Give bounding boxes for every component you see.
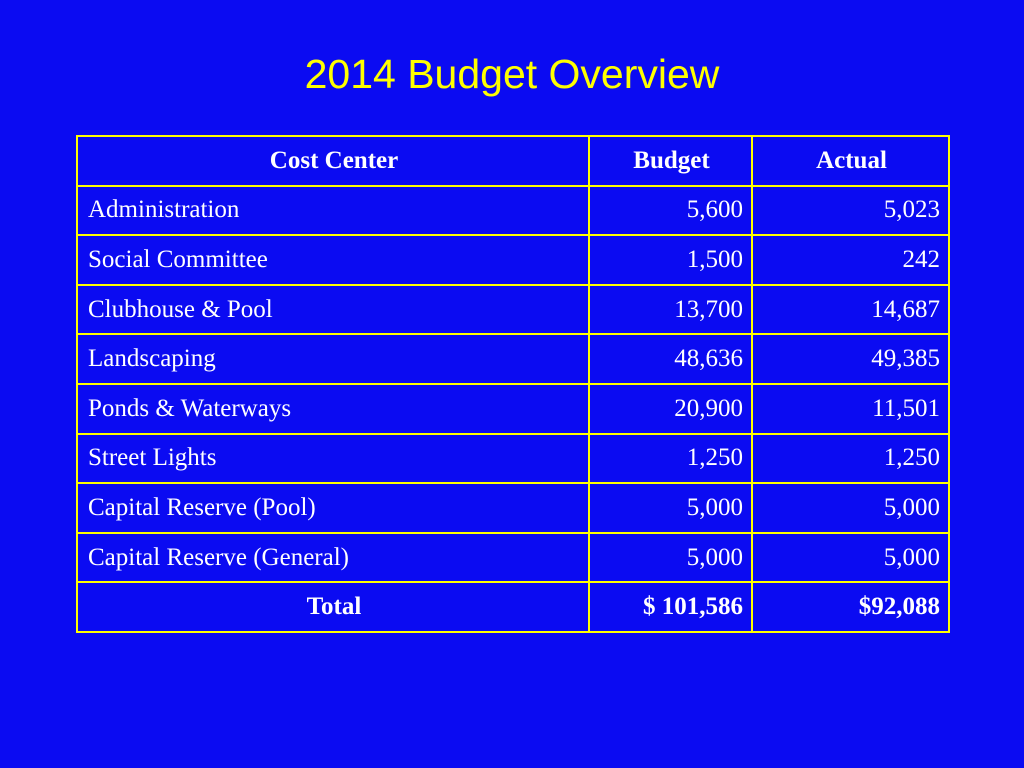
total-budget: $ 101,586 bbox=[589, 582, 752, 632]
actual-cell: 242 bbox=[752, 235, 949, 285]
slide-title: 2014 Budget Overview bbox=[304, 51, 720, 97]
budget-cell: 5,600 bbox=[589, 186, 752, 236]
table-row bbox=[77, 533, 949, 583]
cost-center-cell: Clubhouse & Pool bbox=[77, 285, 589, 335]
table-row bbox=[77, 235, 949, 285]
total-row bbox=[77, 582, 949, 632]
budget-cell: 1,250 bbox=[589, 434, 752, 484]
table-row bbox=[77, 334, 949, 384]
header-actual: Actual bbox=[752, 136, 949, 186]
actual-cell: 5,000 bbox=[752, 483, 949, 533]
actual-cell: 5,023 bbox=[752, 186, 949, 236]
total-actual: $92,088 bbox=[752, 582, 949, 632]
cost-center-cell: Capital Reserve (Pool) bbox=[77, 483, 589, 533]
table-row bbox=[77, 483, 949, 533]
cost-center-cell: Landscaping bbox=[77, 334, 589, 384]
cost-center-cell: Ponds & Waterways bbox=[77, 384, 589, 434]
cost-center-cell: Administration bbox=[77, 186, 589, 236]
table-row bbox=[77, 186, 949, 236]
actual-cell: 5,000 bbox=[752, 533, 949, 583]
budget-cell: 5,000 bbox=[589, 533, 752, 583]
actual-cell: 14,687 bbox=[752, 285, 949, 335]
budget-cell: 1,500 bbox=[589, 235, 752, 285]
budget-cell: 20,900 bbox=[589, 384, 752, 434]
header-cost-center: Cost Center bbox=[77, 136, 589, 186]
actual-cell: 1,250 bbox=[752, 434, 949, 484]
actual-cell: 49,385 bbox=[752, 334, 949, 384]
total-label: Total bbox=[77, 582, 589, 632]
table-row bbox=[77, 384, 949, 434]
table-header-row bbox=[77, 136, 949, 186]
cost-center-cell: Capital Reserve (General) bbox=[77, 533, 589, 583]
cost-center-cell: Social Committee bbox=[77, 235, 589, 285]
actual-cell: 11,501 bbox=[752, 384, 949, 434]
budget-cell: 5,000 bbox=[589, 483, 752, 533]
budget-cell: 48,636 bbox=[589, 334, 752, 384]
table-row bbox=[77, 285, 949, 335]
budget-table bbox=[76, 135, 950, 633]
header-budget: Budget bbox=[589, 136, 752, 186]
budget-cell: 13,700 bbox=[589, 285, 752, 335]
table-row bbox=[77, 434, 949, 484]
cost-center-cell: Street Lights bbox=[77, 434, 589, 484]
